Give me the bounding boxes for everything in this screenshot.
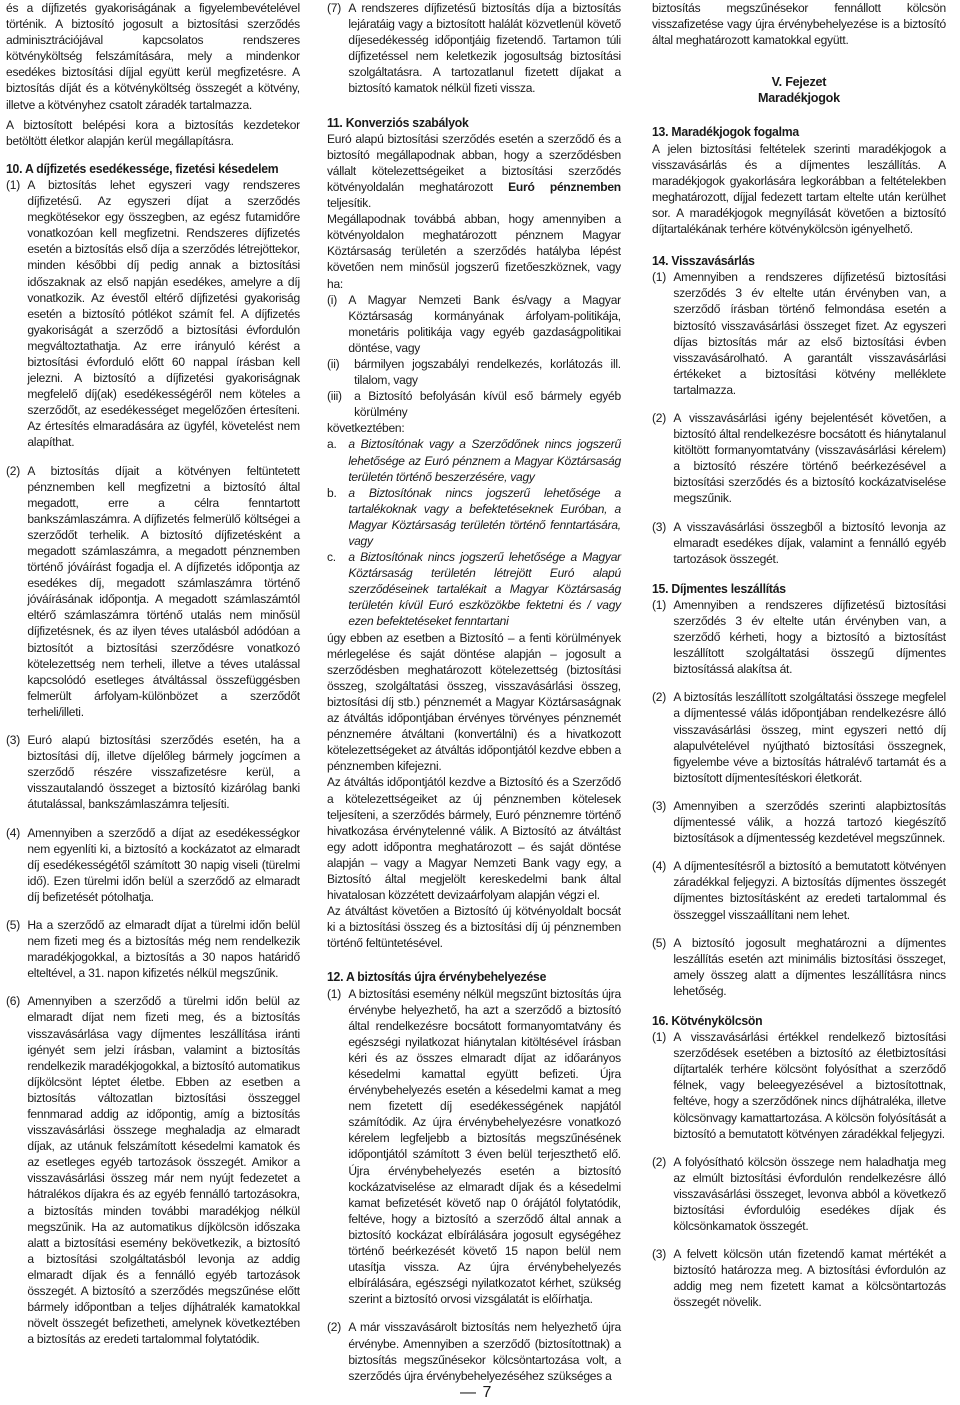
numbered-paragraph (327, 1319, 621, 1383)
paragraph-number: (1) (652, 270, 666, 285)
paragraph-number: (6) (6, 994, 20, 1009)
numbered-paragraph (652, 798, 946, 846)
text-run: teljesítik. (327, 196, 372, 211)
paragraph: Megállapodnak továbbá abban, hogy amennyiben a kötvényoldalon meghatározott pénznem Magyar Köztársaság területén a szerződés hatályba lépést követően nem minősül jogszerű fizetőeszköznek, vagy ha: (327, 212, 621, 291)
section-heading-15: 15. Díjmentes leszállítás (652, 581, 786, 596)
paragraph-number: (1) (327, 986, 341, 1001)
paragraph-number: (3) (6, 733, 20, 748)
paragraph-text: A már visszavásárolt biztosítás nem helyezhető újra érvénybe. Amennyiben a szerződő (biztosítottnak) a biztosítás megszűnésekor kölcsöntartozása volt, a szerződés újra érvénybehelyezéséhez szükséges a (348, 1320, 621, 1383)
paragraph-text: Ha a szerződő az elmaradt díjat a türelmi időn belül nem fizeti meg és a biztosítás még nem rendelkezik maradékjogokkal, a biztosítás a 30 napos határidő elteltével, a 31. napon kifizetés nélkül megszűnik. (27, 917, 300, 981)
paragraph-text: A visszavásárlási összegből a biztosító levonja az elmaradt esedékes díjak, valamint a fennálló egyéb tartozások összegét. (673, 519, 946, 566)
section-heading-11: 11. Konverziós szabályok (327, 115, 469, 130)
numbered-paragraph (6, 177, 300, 451)
list-item (327, 485, 621, 549)
paragraph: A biztosított belépési kora a biztosítás kezdetekor betöltött életkor alapján kerül megállapításra. (6, 117, 300, 148)
paragraph-number: (3) (652, 798, 666, 813)
numbered-paragraph (6, 732, 300, 812)
list-item (327, 292, 621, 356)
list-text: A Magyar Nemzeti Bank és/vagy a Magyar Köztársaság kormányának árfolyam-politikája, monetáris politikája vagy egyéb gazdaságpolitikai döntése, vagy (348, 292, 621, 355)
paragraph-text: A biztosítási esemény nélkül megszűnt biztosítás újra érvénybe helyezhető, ha azt a szerződő a biztosító által rendelkezésre bocsátott formanyomtatvány és egészségi nyilatkozat hiánytalan kitöltésével írásban kéri és az összes elmaradt díjat az időarányos késedelmi kamattal együtt befizeti. Újra érvénybehelyezés esetén a késedelmi kamat a meg nem fizetett díj esedékességének napjától számítódik. Az újra érvénybehelyezésre vonatkozó kérelem legfeljebb a biztosítás megszűnésének időpontjától számított 3 éven belül terjeszthető elő. Újra érvénybehelyezés esetén a biztosító kockázatviselése az elmaradt díjak és a késedelmi kamat befizetését követő nap 0 órájától folytatódik, feltéve, hogy a biztosító a szerződő által annak a biztosító kockázat elbírálására jogosult egységéhez történő beérkezését követő 15 napon belül nem utasítja vissza. Az újra érvénybehelyezés elbírálására, egészségi nyilatkozatot kérhet, szükség szerint a biztosító orvosi vizsgálatát is előírhatja. (348, 986, 621, 1307)
paragraph: következtében: (327, 421, 405, 436)
numbered-paragraph (327, 0, 621, 97)
list-text: a Biztosítónak nincs jogszerű lehetősége a Magyar Köztársaság területén létrejött Euró alapú szerződéseinek tartalékait a Magyar Köztársaság területén kívül Euró eszközökbe fektetni és / vagy ezen befektetéseket fenntartani (348, 550, 621, 629)
paragraph-number: (1) (6, 177, 20, 192)
list-item (327, 436, 621, 484)
list-text: bármilyen jogszabályi rendelkezés, korlátozás ill. tilalom, vagy (354, 356, 621, 388)
paragraph-number: (2) (327, 1320, 341, 1335)
paragraph: úgy ebben az esetben a Biztosító – a fenti körülmények mérlegelése és saját döntése alapján – jogosult a szerződésben meghatározott kötelezettség (biztosítási összeg, szolgáltatási összeg, visszavásárlási összeg, biztosítási díj stb.) pénznemét a Magyar Köztársaságnak az átváltás időpontjában érvényes törvényes pénznemét pénznemére átváltani (konvertálni) és a hivatkozott kötelezettségeket az átváltás időpontjától kezdve ebben a pénznemben kifejezni. (327, 630, 621, 774)
paragraph-text: Euró alapú biztosítási szerződés esetén, ha a biztosítási díj, illetve díjelőleg bármely jogcímen a szerződő részére visszafizetésre kerül, a visszautalandó összeget a biztosító kizárólag banki átutalással, bankszámlaszámra teljesíti. (27, 733, 300, 812)
section-heading-13: 13. Maradékjogok fogalma (652, 125, 799, 140)
paragraph-number: (2) (652, 1154, 666, 1169)
paragraph-number: (3) (652, 1247, 666, 1262)
paragraph-text: Amennyiben a szerződés szerinti alapbiztosítás díjmentessé válik, a hozzá tartozó kiegészítő biztosítások a díjmentesség kezdetével megszűnnek. (673, 798, 946, 846)
paragraph-text: A visszavásárlási igény bejelentését követően, a biztosító által rendelkezésre bocsátott és hiánytalanul kitöltött formanyomtatvány (visszavásárlási kérelem) a biztosító részére történő beérkezésével a biztosítási szerződés és a biztosító kockázatviselése megszűnik. (673, 410, 946, 506)
list-marker: (ii) (327, 356, 340, 371)
paragraph-text: Amennyiben a szerződő a türelmi időn belül az elmaradt díjat nem fizeti meg, és a biztosítás visszavásárlása vagy díjmentes leszállítása iránti igényét sem jelzi írásban, valamint a biztosítás rendelkezik maradékjogokkal, a biztosító automatikus díjkölcsönt léptet életbe. Ebben az esetben a biztosítás változatlan biztosítási összeggel fennmarad addig az időpontig, amíg a biztosítás visszavásárlási összege meghaladja az elmaradt díjak, az utánuk felszámított késedelmi kamatok és az esetleges egyéb tartozások összegét. Amikor a visszavásárlási összeg már nem nyújt fedezetet a hátralékos díjakra és az egyéb fennálló tartozásokra, a biztosítás minden további maradékjog nélkül megszűnik. Ha az automatikus díjkölcsön időszaka alatt a biztosítási esemény bekövetkezik, a biztosító a biztosítási szolgáltatásból levonja az addig elmaradt díjak és a fennálló egyéb tartozások összegét. A biztosító a szerződés megszűnése előtt bármely időpontban a teljes díjhátralék kamatokkal növelt összegét befizetheti, amelynek következtében a biztosítás az eredeti tartalommal folytatódik. (27, 994, 300, 1347)
numbered-paragraph (652, 1029, 946, 1142)
list-text: a Biztosítónak nincs jogszerű lehetősége a tartalékoknak vagy a befektetéseknek Euróban, a Magyar Köztársaság területén történő fenntartására, vagy (348, 485, 621, 548)
bold-text: Euró pénznemben (508, 179, 621, 194)
numbered-paragraph (652, 935, 946, 999)
paragraph-text: Amennyiben a rendszeres díjfizetésű biztosítási szerződés 3 év eltelte után érvényben van, a szerződő írásban történő felmondása esetén a biztosító visszavásárlási összeget fizet. Az egyszeri díjas biztosítás már az első biztosítási évben visszavásárolható. A garantált visszavásárlási értékeket a biztosítási kötvény melléklete tartalmazza. (673, 270, 946, 397)
list-marker: (i) (327, 292, 337, 307)
section-heading-16: 16. Kötvénykölcsön (652, 1013, 763, 1028)
list-item (327, 388, 621, 420)
numbered-paragraph (652, 597, 946, 677)
list-marker: b. (327, 485, 337, 500)
paragraph-text: A díjmentesítésről a biztosító a bemutatott kötvényen záradékkal feljegyzi. A biztosítás díjmentes összegét díjmentes biztosításként az eredeti tartalommal és összeggel visszaállítani nem lehet. (673, 859, 946, 922)
paragraph: Az átváltást követően a Biztosító új kötvényoldalt bocsát ki a biztosítási összeg és a biztosítási díj új pénznemben történő feltüntetésével. (327, 904, 621, 951)
paragraph-number: (2) (652, 690, 666, 705)
paragraph-text: A biztosítás díjait a kötvényen feltüntetett pénznemben kell megfizetni a biztosító által megadott, erre a célra fenntartott bankszámlaszámra. A díjfizetés felmerülő költségei a szerződőt terhelik. A biztosító díjfizetésként a megadott számlaszámra, a megadott pénznemben történő jóváírást fogadja el. A díjfizetés időpontja az esedékes díj, megadott számlaszámra történő jóváírásának időpontja. A megadott számlaszámtól eltérő számlaszámra történő utalás nem minősül díjfizetésnek, és az ilyen téves utalásból adódóan a biztosítót a biztosítási szerződésre vonatkozó kötelezettség nem terheli, illetve a téves utalással kapcsolódó esetleges átváltással összefüggésben felmerült árfolyam-különbözet a szerződőt terheli/illeti. (27, 463, 300, 719)
chapter-number: V. Fejezet (771, 74, 827, 90)
numbered-paragraph (6, 993, 300, 1347)
numbered-paragraph (6, 463, 300, 721)
list-marker: a. (327, 437, 337, 452)
column-left (6, 0, 300, 1347)
section-heading-12: 12. A biztosítás újra érvénybehelyezése (327, 970, 547, 985)
chapter-title: Maradékjogok (758, 90, 840, 106)
paragraph: Az átváltás időpontjától kezdve a Biztosító és a Szerződő a kötelezettségeiket az új pénznemben kötelesek teljesíteni, a szerződés bármely, Euró pénznemre történő hivatkozása érvénytelenné válik. A Biztosító az átváltást egy adott időpontra meghatározott – és saját döntése alapján – vagy a Magyar Nemzeti Bank vagy egy, a Biztosító által megjelölt kereskedelmi bank által hivatalosan közzétett devizaárfolyam alapján végzi el. (327, 775, 621, 903)
paragraph-number: (4) (652, 859, 666, 874)
paragraph-number: (4) (6, 825, 20, 840)
page-number: — 7 (460, 1384, 493, 1401)
numbered-paragraph (6, 917, 300, 981)
numbered-paragraph (652, 519, 946, 567)
paragraph: biztosítás megszűnésekor fennállott kölcsön visszafizetése vagy újra érvénybehelyezése is a biztosító által meghatározott kamatokkal együtt. (652, 1, 946, 48)
paragraph-number: (7) (327, 1, 341, 15)
list-text: a Biztosítónak vagy a Szerződőnek nincs jogszerű lehetősége az Euró pénznem a Magyar Köztársaság területén történő beszerzésére, vagy (348, 437, 621, 484)
paragraph-text: A rendszeres díjfizetésű biztosítás díja a biztosítás lejáratáig vagy a biztosított halálát közvetlenül követő díjesedékesség időpontjáig fizetendő. Tartamon túli díjfizetéssel nem keletkezik jogosultság biztosítási szolgáltatásra. A tartozatlanul fizetett díjakat a biztosító kamatok nélkül fizeti vissza. (348, 1, 621, 96)
section-heading-14: 14. Visszavásárlás (652, 254, 755, 269)
numbered-paragraph (652, 858, 946, 922)
paragraph-text: Amennyiben a rendszeres díjfizetésű biztosítási szerződés 3 év eltelte után érvényben van, a szerződő kérheti, hogy a biztosító a biztosítást leszállított szolgáltatási összegű díjmentes biztosítássá alakítsa át. (673, 597, 946, 677)
numbered-paragraph (652, 410, 946, 507)
column-right (652, 0, 946, 1311)
numbered-paragraph (652, 269, 946, 398)
paragraph: és a díjfizetés gyakoriságának a figyelembevételével történik. A biztosító jogosult a biztosítási szerződés adminisztrációjával kapcsolatos rendszeres kötvényköltség felszámítására, mely a mindenkor esedékes biztosítási díjjal együtt kerül megfizetésre. A biztosítás díját és a kötvényköltség összegét a kötvény, illetve a kötvényhez csatolt záradék tartalmazza. (6, 1, 300, 112)
list-text: a Biztosító befolyásán kívül eső bármely egyéb körülmény (354, 389, 621, 420)
numbered-paragraph (652, 689, 946, 786)
list-marker: c. (327, 550, 336, 565)
paragraph-text: Amennyiben a szerződő a díjat az esedékességkor nem egyenlíti ki, a biztosító a kockázatot az elmaradt díj esedékességétől számított 30 napig viseli (türelmi idő). Ezen türelmi időn belül a szerződő az elmaradt díj befizetését pótolhatja. (27, 825, 300, 904)
numbered-paragraph (652, 1246, 946, 1310)
paragraph-number: (5) (6, 917, 20, 932)
list-item (327, 549, 621, 629)
text-run: Euró alapú biztosítási szerződés esetén a szerződő és a biztosító megállapodnak abban, hogy a szerződésben vállalt kötelezettségeiket a biztosítási szerződés kötvényoldalán meghatározott (327, 131, 621, 194)
section-heading-10: 10. A díjfizetés esedékessége, fizetési késedelem (6, 161, 279, 176)
paragraph-number: (1) (652, 1030, 666, 1045)
column-middle (327, 0, 621, 1384)
list-item (327, 356, 621, 388)
list-marker: (iii) (327, 389, 342, 404)
paragraph-text: A folyósítható kölcsön összege nem haladhatja meg az elmúlt biztosítási évfordulón rendelkezésre álló visszavásárlási összeget, levonva abból a következő biztosítási évfordulóig esedékes díjak és kölcsönkamatok összegét. (673, 1154, 946, 1234)
numbered-paragraph (6, 825, 300, 905)
paragraph (327, 131, 621, 211)
numbered-paragraph (652, 1154, 946, 1234)
paragraph-text: A biztosító jogosult meghatározni a díjmentes leszállítás esetén azt minimális biztosítási összeget, amely összeg alatt a díjmentes leszállításra nincs lehetőség. (673, 935, 946, 998)
paragraph-text: A biztosítás lehet egyszeri vagy rendszeres díjfizetésű. Az egyszeri díjat a szerződés megkötésekor egy összegben, az egész futamidőre vonatkozóan kell megfizetni. Rendszeres díjfizetés esetén a biztosítás első díja a szerződés létrejöttekor, minden későbbi díj pedig annak a biztosítási időszaknak az első napján esedékes, amelyre a díj vonatkozik. Az évestől eltérő díjfizetési gyakoriság esetén a biztosító pótlékot számít fel. A díjfizetés gyakoriságát a szerződő a biztosítási évfordulón megváltoztathatja. Az erre irányuló kérést a biztosítási évforduló előtt 60 nappal írásban kell jelezni. A biztosító a díjfizetési gyakoriságnak megfelelő díj(ak) esedékességéről nem köteles a szerződőt, az esedékességet megelőzően értesíteni. Az értesítés elmaradására az ügyfél, követelést nem alapíthat. (27, 177, 300, 450)
paragraph-number: (1) (652, 597, 666, 612)
paragraph-number: (3) (652, 519, 666, 534)
paragraph-text: A biztosítás leszállított szolgáltatási összege megfelel a díjmentessé válás időpontjában rendelkezésre álló visszavásárlási összeg, mint egyszeri nettó díj alapulvételével nyújtható biztosítási összegnek, figyelembe véve a biztosítás hátralévő tartamát és a biztosított díjmentesítéskori életkorát. (673, 690, 946, 785)
paragraph-number: (5) (652, 935, 666, 950)
paragraph-number: (2) (652, 410, 666, 425)
paragraph-text: A felvett kölcsön után fizetendő kamat mértékét a biztosító határozza meg. A biztosítási évfordulón az addig meg nem fizetett kamat a kölcsöntartozás összegét növelik. (673, 1247, 946, 1310)
paragraph-number: (2) (6, 463, 20, 478)
paragraph: A jelen biztosítási feltételek szerinti maradékjogok a visszavásárlás és a díjmentes leszállítás. A maradékjogok gyakorlására legkorábban a feltételekben meghatározott, díjjal fedezett tartam eltelte után kerülhet sor. A maradékjogok megnyílását követően a biztosító díjtartalékának terhére kötvénykölcsön igényelhető. (652, 141, 946, 237)
numbered-paragraph (327, 986, 621, 1308)
paragraph-text: A visszavásárlási értékkel rendelkező biztosítási szerződések esetében a biztosító az életbiztosítási díjtartalék terhére kölcsönt folyósíthat a szerződő félnek, vagy beleegyezésével a biztosítottnak, feltéve, hogy a szerződőnek nincs díjhátraléka, illetve kölcsönvagy kamattartozása. A kölcsön folyósítását a biztosító a bemutatott kötvényen záradékkal feljegyzi. (673, 1030, 946, 1141)
